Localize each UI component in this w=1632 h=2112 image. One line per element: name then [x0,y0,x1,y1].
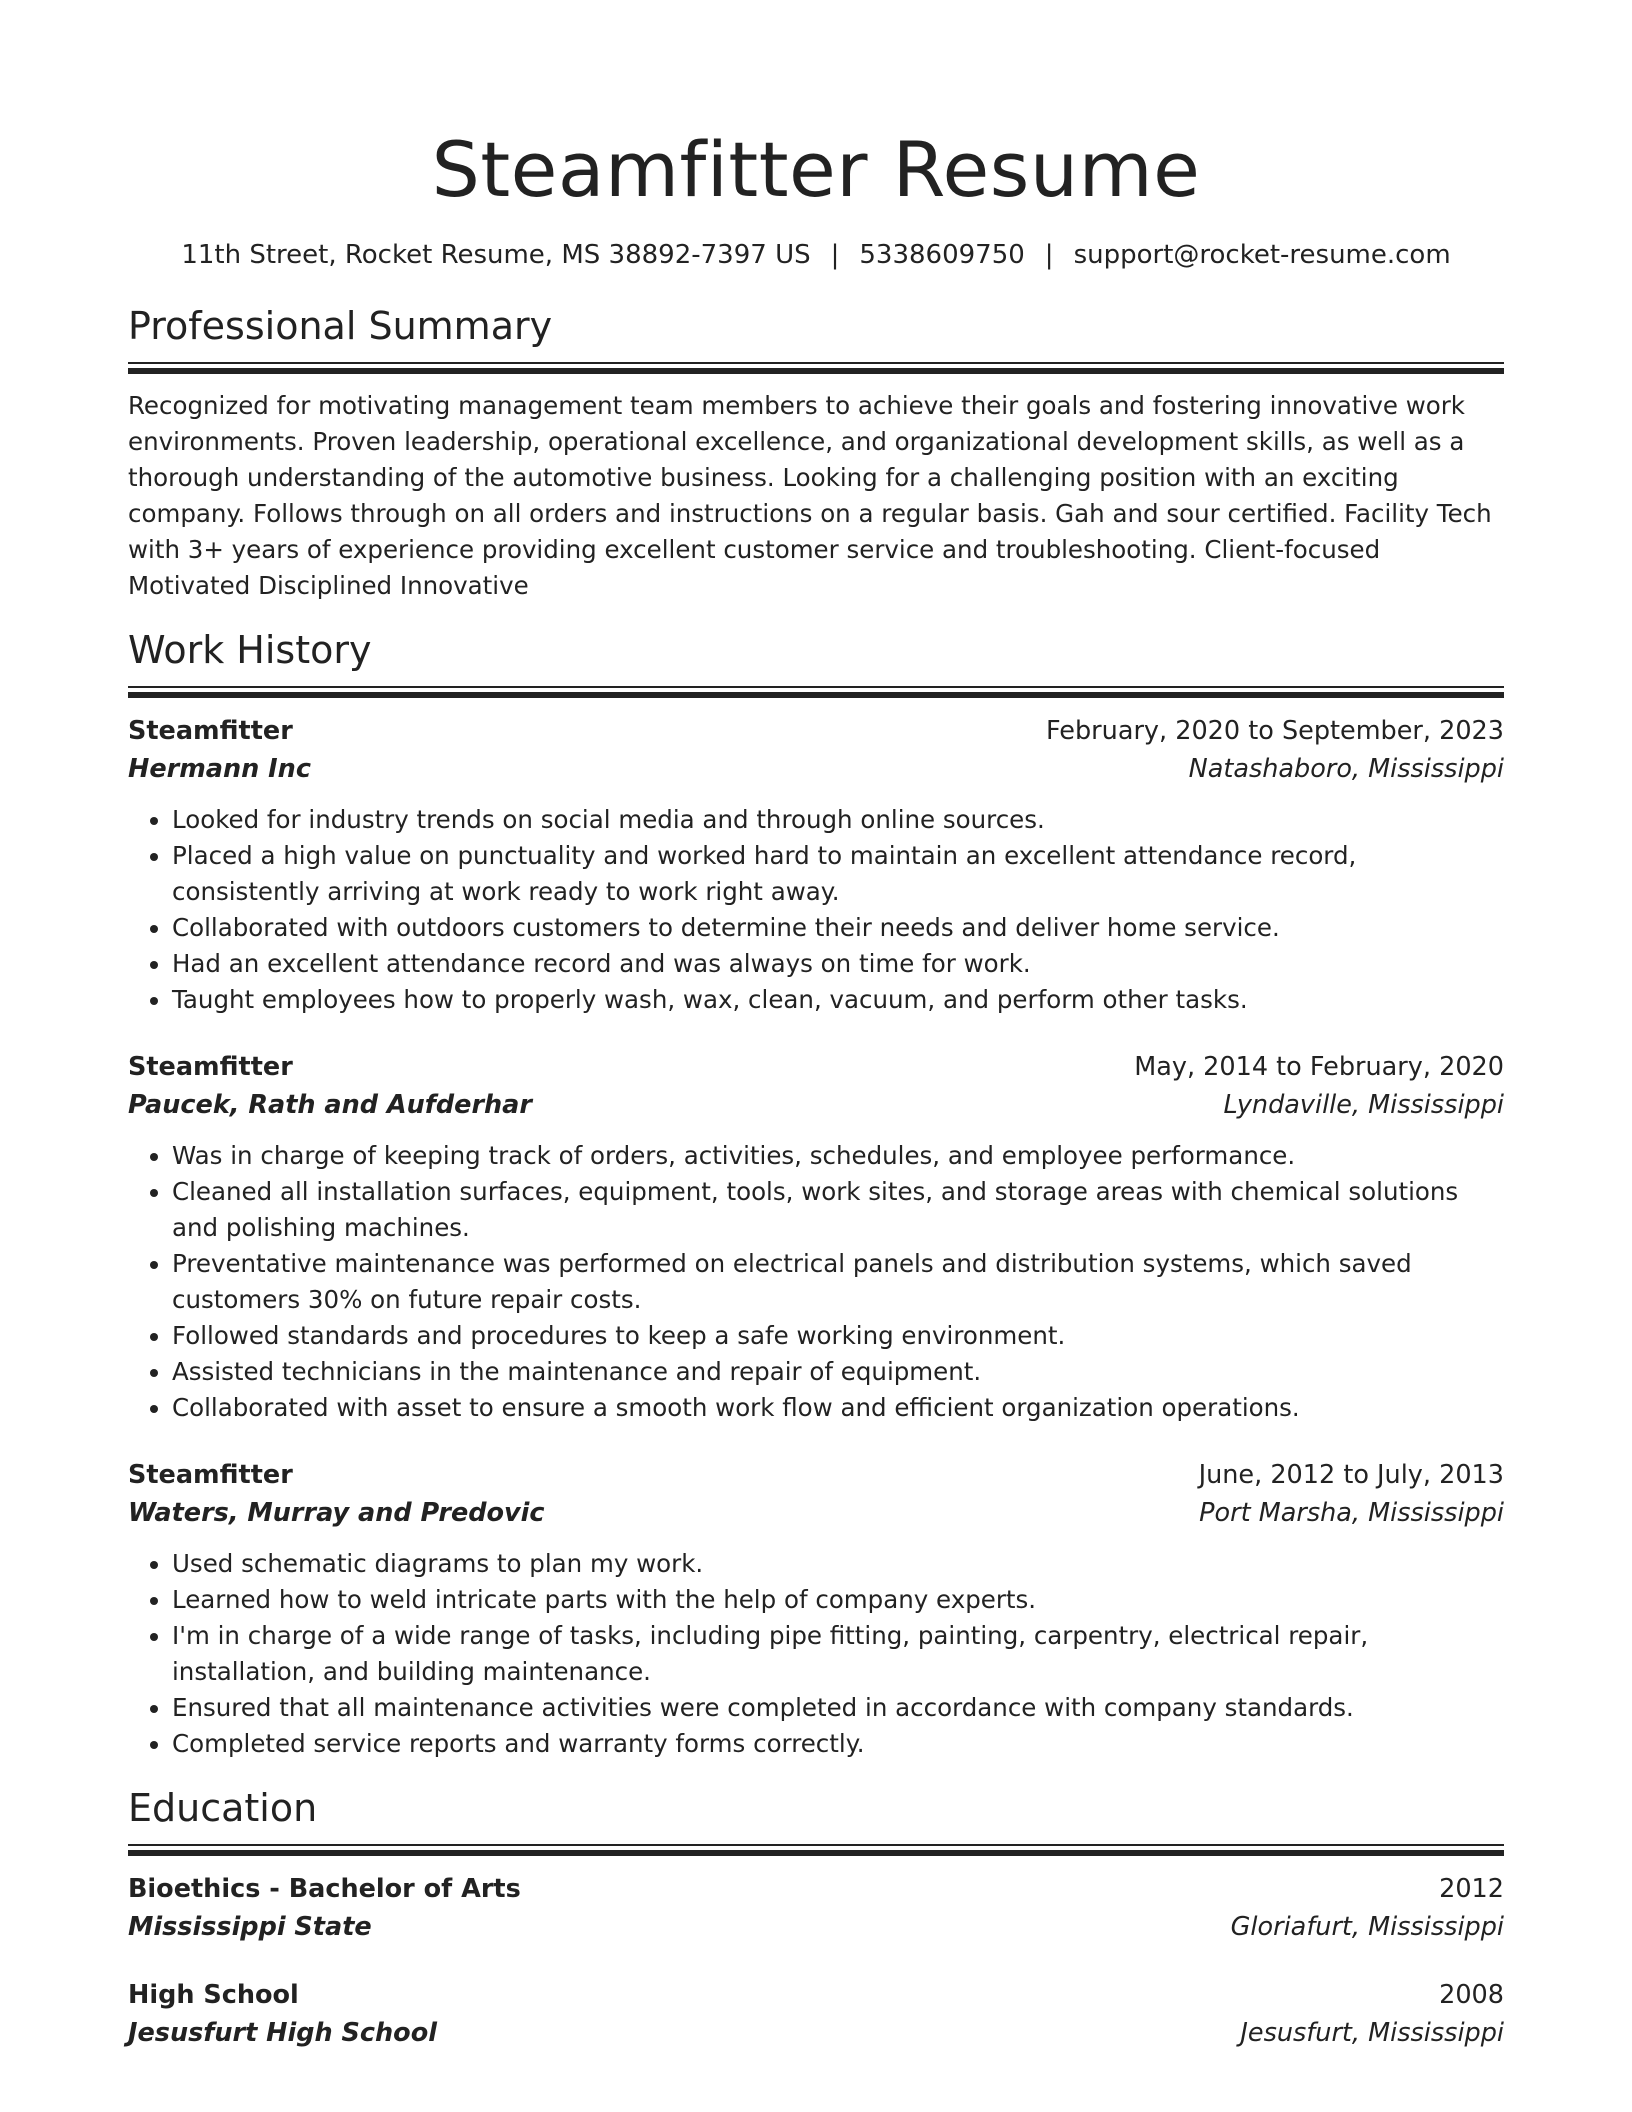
section-divider [128,362,1504,374]
job-dates: June, 2012 to July, 2013 [1198,1460,1504,1490]
section-heading: Work History [128,628,372,672]
education-degree: High School [128,1980,299,2010]
education-section [128,1784,1504,2052]
list-item: • I'm in charge of a wide range of tasks, including pipe fitting, painting, carpentry, electrical repair, installation, and building maintenance. [172,1618,1504,1690]
job-header [128,1048,1504,1086]
education-school: Jesusfurt High School [128,2018,437,2048]
job-bullets [128,1546,1504,1762]
list-item: • Cleaned all installation surfaces, equipment, tools, work sites, and storage areas with chemical solutions and polishing machines. [172,1174,1504,1246]
job-role: Steamfitter [128,1460,293,1490]
list-item: • Placed a high value on punctuality and worked hard to maintain an excellent attendance record, consistently arriving at work ready to work right away. [172,838,1504,910]
job-header [128,712,1504,750]
section-divider [128,1844,1504,1856]
job-subheader [128,1086,1504,1124]
section-heading: Education [128,1786,318,1830]
education-entry [128,1976,1504,2052]
job-entry [128,1048,1504,1426]
education-entry [128,1870,1504,1946]
job-company: Hermann Inc [128,754,311,784]
job-location: Port Marsha, Mississippi [1199,1498,1504,1528]
job-company: Paucek, Rath and Aufderhar [128,1090,532,1120]
contact-separator: | [1044,240,1054,270]
education-degree: Bioethics - Bachelor of Arts [128,1874,521,1904]
contact-phone: 5338609750 [859,240,1025,270]
section-divider [128,686,1504,698]
list-item: • Looked for industry trends on social media and through online sources. [172,802,1504,838]
job-location: Natashaboro, Mississippi [1188,754,1504,784]
education-school: Mississippi State [128,1912,372,1942]
list-item: • Assisted technicians in the maintenance and repair of equipment. [172,1354,1504,1390]
summary-text: Recognized for motivating management team members to achieve their goals and fostering innovative work environments. Proven leadership, operational excellence, and organizational development skills, as well as a thorough understanding of the automotive business. Looking for a challenging position with an exciting company. Follows through on all orders and instructions on a regular basis. Gah and sour certified. Facility Tech with 3+ years of experience providing excellent customer service and troubleshooting. Client-focused Motivated Disciplined Innovative [128,391,1492,600]
job-header [128,1456,1504,1494]
summary-section [128,302,1504,604]
list-item: • Completed service reports and warranty forms correctly. [172,1726,1504,1762]
contact-line [128,240,1504,270]
list-item: • Collaborated with outdoors customers to determine their needs and deliver home service. [172,910,1504,946]
education-location: Jesusfurt, Mississippi [1240,2018,1504,2048]
education-header [128,1870,1504,1908]
list-item: • Ensured that all maintenance activities were completed in accordance with company standards. [172,1690,1504,1726]
job-company: Waters, Murray and Predovic [128,1498,545,1528]
contact-email: support@rocket-resume.com [1073,240,1451,270]
list-item: • Followed standards and procedures to keep a safe working environment. [172,1318,1504,1354]
job-role: Steamfitter [128,716,293,746]
education-location: Gloriafurt, Mississippi [1230,1912,1504,1942]
job-dates: May, 2014 to February, 2020 [1134,1052,1504,1082]
job-subheader [128,750,1504,788]
job-role: Steamfitter [128,1052,293,1082]
list-item: • Had an excellent attendance record and was always on time for work. [172,946,1504,982]
list-item: • Preventative maintenance was performed on electrical panels and distribution systems, which saved customers 30% on future repair costs. [172,1246,1504,1318]
list-item: • Learned how to weld intricate parts with the help of company experts. [172,1582,1504,1618]
education-year: 2012 [1439,1874,1504,1904]
list-item: • Collaborated with asset to ensure a smooth work flow and efficient organization operations. [172,1390,1504,1426]
job-dates: February, 2020 to September, 2023 [1046,716,1504,746]
job-subheader [128,1494,1504,1532]
contact-address: 11th Street, Rocket Resume, MS 38892-7397 US [181,240,811,270]
section-heading: Professional Summary [128,304,553,348]
job-entry [128,1456,1504,1762]
job-location: Lyndaville, Mississippi [1223,1090,1504,1120]
education-year: 2008 [1439,1980,1504,2010]
work-history-section [128,626,1504,1762]
list-item: • Was in charge of keeping track of orders, activities, schedules, and employee performance. [172,1138,1504,1174]
list-item: • Taught employees how to properly wash, wax, clean, vacuum, and perform other tasks. [172,982,1504,1018]
list-item: • Used schematic diagrams to plan my work. [172,1546,1504,1582]
job-bullets [128,1138,1504,1426]
education-subheader [128,1908,1504,1946]
resume-title: Steamfitter Resume [431,125,1201,214]
job-bullets [128,802,1504,1018]
education-subheader [128,2014,1504,2052]
education-header [128,1976,1504,2014]
job-entry [128,712,1504,1018]
contact-separator: | [830,240,840,270]
